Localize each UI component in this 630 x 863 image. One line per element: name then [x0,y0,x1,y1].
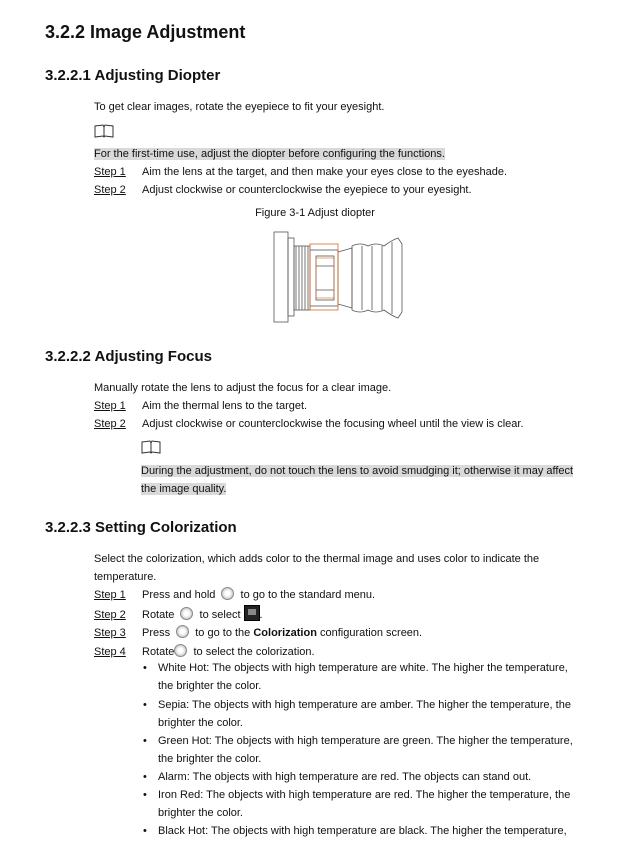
colorization-heading: 3.2.2.3 Setting Colorization [45,519,237,536]
note-book-icon [94,124,114,138]
colorization-step-2: Step 2 Rotate to select . [94,605,263,624]
knob-icon [180,607,193,620]
knob-icon [174,644,187,657]
focus-step-1 [94,397,307,415]
list-item: • Sepia: The objects with high temperature are amber. The higher the temperature, the brighter the color. [143,699,571,729]
step-label: Step 2 [94,418,126,430]
section-heading: 3.2.2 Image Adjustment [45,22,246,42]
figure-caption: Figure 3-1 Adjust diopter [255,207,375,219]
colorization-step-3 [94,624,422,642]
step-text: Adjust clockwise or counterclockwise the focusing wheel until the view is clear. [142,418,524,430]
step-text-pre: Press [142,627,171,639]
step-text-mid: to go to the [195,627,251,639]
note-book-icon [141,440,161,454]
note-line-1: During the adjustment, do not touch the lens to avoid smudging it; otherwise it may affect [141,465,574,477]
knob-icon [176,625,189,638]
focus-intro: Manually rotate the lens to adjust the focus for a clear image. [94,382,392,394]
step-text-post: to select [199,609,241,621]
step-text-post: configuration screen. [319,627,423,639]
diopter-step-2 [94,181,472,199]
list-item: • Alarm: The objects with high temperature are red. The objects can stand out. [143,771,532,783]
step-text-pre: Rotate [142,646,175,658]
list-item: • Black Hot: The objects with high temperature are black. The higher the temperature, [143,825,567,837]
list-item: • Iron Red: The objects with high temperature are red. The higher the temperature, the brighter the color. [143,789,571,819]
step-text-post: to select the colorization. [193,646,315,658]
focus-heading: 3.2.2.2 Adjusting Focus [45,348,212,365]
diopter-illustration [272,228,407,326]
diopter-step-1 [94,163,507,181]
step-label: Step 1 [94,400,126,412]
colorization-menu-icon [244,605,260,621]
step-label: Step 1 [94,166,126,178]
note-line-2: the image quality. [141,483,227,495]
diopter-intro: To get clear images, rotate the eyepiece to fit your eyesight. [94,101,385,113]
note-text: For the first-time use, adjust the diopter before configuring the functions. [94,148,445,160]
focus-step-2 [94,415,524,433]
colorization-intro [94,550,594,586]
diopter-heading: 3.2.2.1 Adjusting Diopter [45,67,221,84]
intro-line-1: Select the colorization, which adds color to the thermal image and uses color to indicate the [94,553,540,565]
step-text-pre: Rotate [142,609,175,621]
step-text: Aim the thermal lens to the target. [142,400,308,412]
list-item: • White Hot: The objects with high temperature are white. The higher the temperature, the brighter the color. [143,662,568,692]
step-label: Step 4 [94,646,126,658]
step-text-post: to go to the standard menu. [240,589,376,601]
diopter-note [94,145,594,163]
colorization-step-1 [94,586,375,604]
step-text-bold: Colorization [253,627,317,639]
step-text: Aim the lens at the target, and then make your eyes close to the eyeshade. [142,166,508,178]
step-label: Step 3 [94,627,126,639]
list-item: • Green Hot: The objects with high temperature are green. The higher the temperature, the brighter the color. [143,735,573,765]
step-label: Step 2 [94,184,126,196]
knob-icon [221,587,234,600]
step-label: Step 1 [94,589,126,601]
step-text: Adjust clockwise or counterclockwise the eyepiece to your eyesight. [142,184,472,196]
intro-line-2: temperature. [94,571,157,583]
focus-note [141,462,573,498]
step-label: Step 2 [94,609,126,621]
step-text-pre: Press and hold [142,589,216,601]
